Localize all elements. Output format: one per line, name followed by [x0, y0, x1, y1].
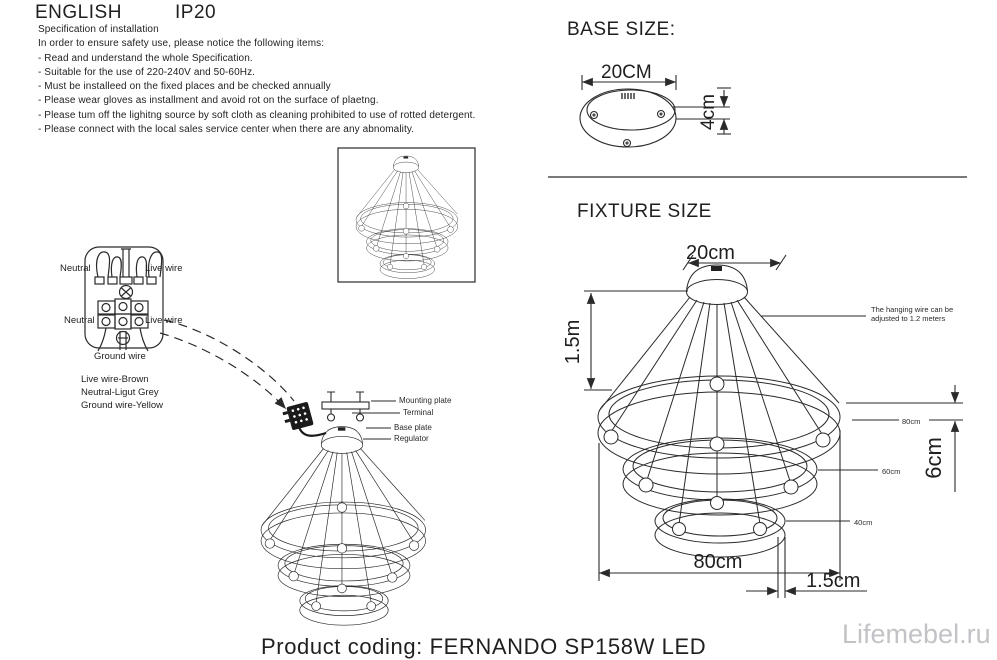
base-plate-label: Base plate	[394, 423, 432, 432]
spec-item: - Read and understand the whole Specification.	[38, 52, 253, 64]
spec-item: - Please tum off the lighitng source by soft cloth as cleaning prohibited to use of rotted detergent.	[38, 109, 476, 121]
neutral-mid-label: Neutral	[64, 315, 95, 326]
spec-item: - Must be installeed on the fixed places and be checked annually	[38, 81, 331, 93]
mounting-plate-label: Mounting plate	[399, 396, 452, 405]
legend-ground: Ground wire-Yellow	[81, 400, 164, 412]
specification-block	[38, 23, 475, 137]
live-wire-top-label: Live wire	[145, 263, 183, 274]
wire-color-legend	[81, 373, 163, 413]
spec-item: - Suitable for the use of 220-240V and 50-60Hz.	[38, 66, 256, 78]
spec-item: - Please wear gloves as installment and avoid rot on the surface of plaetng.	[38, 95, 379, 107]
overall-diameter-label: 80cm	[693, 551, 743, 573]
ground-wire-label: Ground wire	[94, 351, 146, 362]
base-height-label: 4cm	[698, 94, 719, 130]
mounting-bracket	[322, 392, 369, 421]
spec-item: - Please connect with the local sales service center when there are any abnomality.	[38, 124, 415, 136]
dashed-connection-lines	[160, 320, 294, 409]
base-diameter-label: 20CM	[601, 62, 652, 83]
neutral-top-label: Neutral	[60, 263, 91, 274]
ip-rating-label: IP20	[175, 2, 217, 23]
watermark: Lifemebel.ru	[842, 619, 991, 649]
spec-title: Specification of installation	[38, 24, 159, 35]
ring-width-label: 1.5cm	[806, 570, 861, 592]
terminal-label: Terminal	[403, 408, 434, 417]
ring3-diameter-label: 40cm	[854, 518, 873, 527]
ring2-diameter-label: 60cm	[882, 467, 901, 476]
canopy-diameter-label: 20cm	[686, 242, 735, 264]
ring1-diameter-label: 80cm	[902, 417, 921, 426]
regulator-label: Regulator	[394, 434, 429, 443]
live-wire-mid-label: Live wire	[145, 315, 183, 326]
power-plug-icon	[281, 402, 313, 432]
spec-intro: In order to ensure safety use, please notice the following items:	[38, 38, 325, 50]
ring-height-label: 6cm	[921, 437, 946, 479]
thumbnail-chandelier	[338, 148, 475, 282]
legend-live: Live wire-Brown	[81, 374, 149, 385]
hanging-wire-note: The hanging wire can be adjusted to 1.2 meters	[871, 305, 954, 323]
base-size-title: BASE SIZE:	[567, 19, 676, 40]
product-coding: Product coding: FERNANDO SP158W LED	[261, 634, 707, 659]
legend-neutral: Neutral-Ligut Grey	[81, 387, 159, 399]
fixture-size-title: FIXTURE SIZE	[577, 201, 712, 222]
hanging-height-label: 1.5m	[562, 319, 584, 365]
language-label: ENGLISH	[35, 2, 122, 23]
